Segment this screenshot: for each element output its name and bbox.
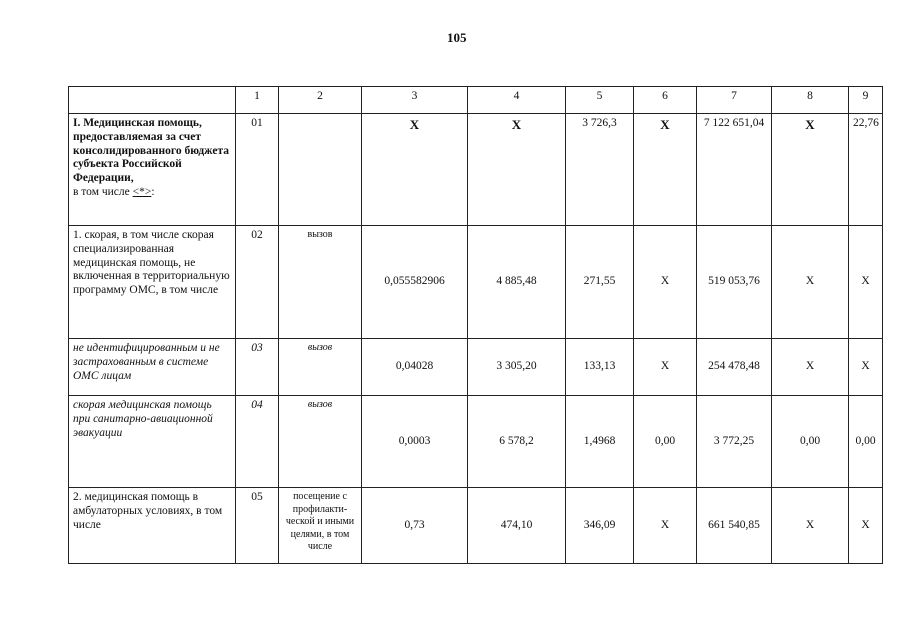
row-unit: посещение с профилакти-ческой и иными целями, в том числе	[279, 488, 362, 564]
cell-c7: 254 478,48	[697, 339, 772, 396]
row-code: 03	[236, 339, 279, 396]
header-cell: 4	[468, 87, 566, 114]
cell-c9: X	[849, 339, 883, 396]
cell-c3: 0,055582906	[362, 226, 468, 339]
row-name: I. Медицинская помощь, предоставляемая за счет консолидированного бюджета субъекта Российской Федерации,	[73, 117, 229, 185]
cell-c5: 271,55	[566, 226, 634, 339]
cell-c5: 346,09	[566, 488, 634, 564]
table-row	[69, 396, 883, 488]
row-unit	[279, 114, 362, 226]
cell-c9: X	[849, 226, 883, 339]
cell-c6: 0,00	[634, 396, 697, 488]
cell-c4: 3 305,20	[468, 339, 566, 396]
row-code: 01	[236, 114, 279, 226]
row-code: 02	[236, 226, 279, 339]
row-name-cell	[69, 114, 236, 226]
cell-c8: X	[772, 226, 849, 339]
cell-c3: 0,04028	[362, 339, 468, 396]
cell-c9: 0,00	[849, 396, 883, 488]
footnote-link[interactable]: <*>	[132, 185, 152, 198]
header-cell: 6	[634, 87, 697, 114]
page-number: 105	[447, 30, 467, 45]
header-cell: 1	[236, 87, 279, 114]
header-cell: 5	[566, 87, 634, 114]
cell-c7: 7 122 651,04	[697, 114, 772, 226]
cell-c3: X	[362, 114, 468, 226]
row-name-tail: в том числе	[73, 185, 130, 198]
header-cell: 8	[772, 87, 849, 114]
row-name: 2. медицинская помощь в амбулаторных условиях, в том числе	[69, 488, 236, 564]
row-unit: вызов	[279, 396, 362, 488]
row-code: 04	[236, 396, 279, 488]
table-row	[69, 488, 883, 564]
header-cell: 2	[279, 87, 362, 114]
cell-c6: X	[634, 226, 697, 339]
cell-c7: 661 540,85	[697, 488, 772, 564]
row-code: 05	[236, 488, 279, 564]
cell-c9: 22,76	[849, 114, 883, 226]
row-name: не идентифицированным и не застрахованным в системе ОМС лицам	[69, 339, 236, 396]
cell-c4: 4 885,48	[468, 226, 566, 339]
row-unit: вызов	[279, 339, 362, 396]
row-unit: вызов	[279, 226, 362, 339]
cell-c4: X	[468, 114, 566, 226]
cell-c8: X	[772, 114, 849, 226]
cell-c7: 519 053,76	[697, 226, 772, 339]
cell-c5: 1,4968	[566, 396, 634, 488]
cell-c8: 0,00	[772, 396, 849, 488]
table-row	[69, 339, 883, 396]
header-cell: 9	[849, 87, 883, 114]
row-name-end: :	[151, 185, 155, 198]
cell-c6: X	[634, 339, 697, 396]
table-row	[69, 226, 883, 339]
header-cell	[69, 87, 236, 114]
cell-c6: X	[634, 114, 697, 226]
header-cell: 7	[697, 87, 772, 114]
cell-c6: X	[634, 488, 697, 564]
cell-c9: X	[849, 488, 883, 564]
cell-c4: 6 578,2	[468, 396, 566, 488]
cell-c8: X	[772, 488, 849, 564]
header-cell: 3	[362, 87, 468, 114]
cell-c3: 0,73	[362, 488, 468, 564]
cell-c8: X	[772, 339, 849, 396]
row-name: скорая медицинская помощь при санитарно-авиационной эвакуации	[69, 396, 236, 488]
cell-c4: 474,10	[468, 488, 566, 564]
table-header-row	[69, 87, 883, 114]
table-row	[69, 114, 883, 226]
row-name: 1. скорая, в том числе скорая специализированная медицинская помощь, не включенная в территориальную программу ОМС, в том числе	[69, 226, 236, 339]
cell-c3: 0,0003	[362, 396, 468, 488]
financing-table	[68, 86, 883, 564]
cell-c5: 3 726,3	[566, 114, 634, 226]
cell-c5: 133,13	[566, 339, 634, 396]
cell-c7: 3 772,25	[697, 396, 772, 488]
